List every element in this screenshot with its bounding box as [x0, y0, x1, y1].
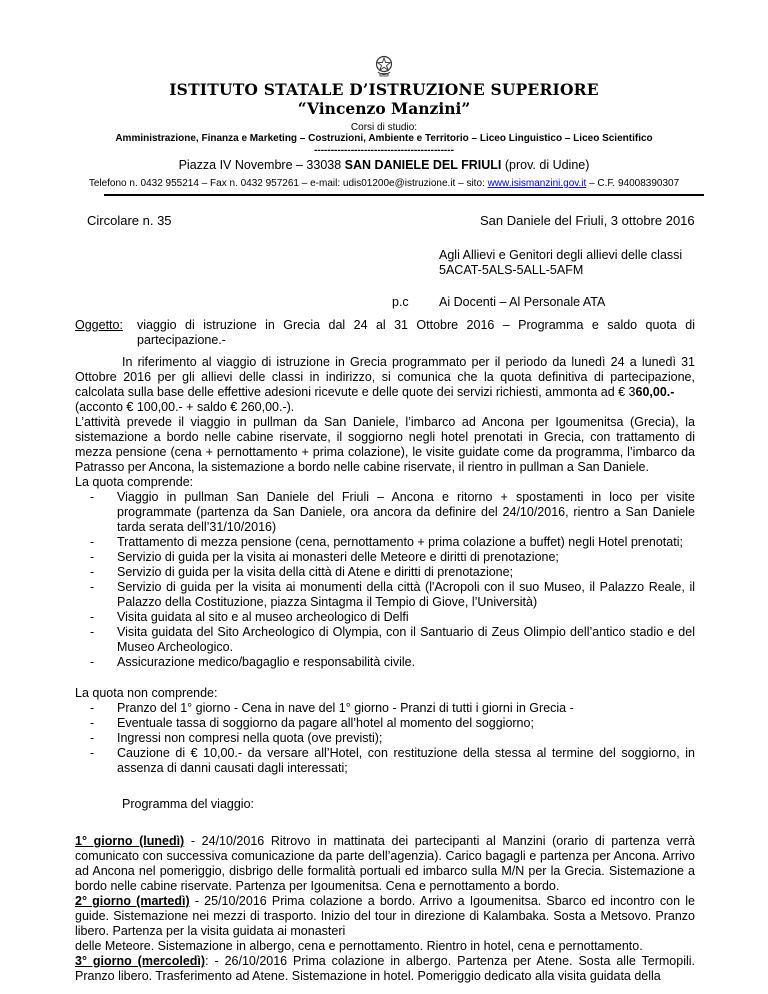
list-item: - Cauzione di € 10,00.- da versare all’Hotel, con restituzione della stessa al termine del soggiorno, in assenza di danni causati dagli interessati; — [90, 746, 695, 775]
pc-recipients: Ai Docenti – Al Personale ATA — [439, 295, 606, 309]
excluded-list — [75, 701, 695, 776]
included-list — [75, 490, 695, 670]
list-item: - Servizio di guida per la visita ai monasteri delle Meteore e diritti di prenotazione; — [90, 550, 559, 564]
subject-label: Oggetto: — [75, 318, 123, 332]
school-name: ISTITUTO STATALE D’ISTRUZIONE SUPERIORE — [169, 80, 599, 99]
subject-line2: partecipazione.- — [137, 333, 226, 347]
address-city: SAN DANIELE DEL FRIULI — [344, 158, 502, 172]
excluded-title: La quota non comprende: — [75, 686, 218, 700]
list-item: - Servizio di guida per la visita ai monumenti della città (l'Acropoli con il suo Museo, il Palazzo Reale, il Palazzo della Costituzione, piazza Sintagma il Tempio di Giove, l’Università) — [90, 580, 695, 609]
list-item: - Pranzo del 1° giorno - Cena in nave del 1° giorno - Pranzi di tutti i giorni in Grecia - — [90, 701, 574, 715]
program-day2 — [75, 894, 695, 939]
pc-label: p.c — [392, 295, 409, 309]
address — [0, 158, 768, 172]
contacts-text: Telefono n. 0432 955214 – Fax n. 0432 957261 – e-mail: udis01200e@istruzione.it – sito: — [88, 178, 488, 189]
contacts — [0, 178, 768, 189]
day2-label: 2° giorno (martedì) — [75, 894, 190, 908]
list-item: - Servizio di guida per la visita della città di Atene e diritti di prenotazione; — [90, 565, 514, 579]
courses-label: Corsi di studio: — [350, 122, 418, 133]
recipients-line1: Agli Allievi e Genitori degli allievi delle classi — [439, 248, 683, 262]
program-day1 — [75, 834, 695, 894]
intro-line1: In riferimento al viaggio di istruzione in Grecia programmato per il periodo da lunedì 24 a lunedì 31 — [122, 355, 695, 369]
list-item: - Trattamento di mezza pensione (cena, pernottamento + prima colazione a buffet) negli Hotel prenotati; — [90, 535, 683, 549]
address-street: Piazza IV Novembre – 33038 — [178, 158, 345, 172]
day3-text: : - 26/10/2016 Prima colazione in albergo. Partenza per Atene. Sosta alle Termopili. Pranzo libero. Trasferimento ad Atene. Sistemazione in hotel. Pomeriggio dedicato alla visita guidata della — [75, 954, 695, 983]
address-province: (prov. di Udine) — [501, 158, 590, 172]
program-title: Programma del viaggio: — [122, 797, 255, 811]
day2-text: - 25/10/2016 Prima colazione a bordo. Arrivo a Igoumenitsa. Sbarco ed incontro con le guide. Sistemazione nei mezzi di trasporto. Inizio del tour in direzione di Kalambaka. Sosta a Metsovo. Pranzo libero. Partenza per la visita guidata ai monasteri — [75, 894, 695, 938]
intro-line3 — [75, 385, 695, 400]
included-title: La quota comprende: — [75, 475, 194, 489]
recipients-line2: 5ACAT-5ALS-5ALL-5AFM — [439, 263, 584, 277]
list-item: - Visita guidata al sito e al museo archeologico di Delfi — [90, 610, 409, 624]
header-separator: ------------------------------------------ — [314, 145, 454, 156]
program-day3 — [75, 954, 695, 984]
list-item: - Ingressi non compresi nella quota (ove previsti); — [90, 731, 383, 745]
intro-line2: Ottobre 2016 per gli allievi delle classi in indirizzo, si comunica che la quota definitiva di partecipazione, — [75, 370, 695, 384]
website-link[interactable]: www.isismanzini.gov.it — [487, 178, 587, 189]
activity-description: L’attività prevede il viaggio in pullman da San Daniele, l’imbarco ad Ancona per Igoumenitsa (Grecia), la sistemazione a bordo nelle cabine riservate, il soggiorno negli hotel prenotati in Grecia, con trattamento di mezza pensione (cena + pernottamento + prima colazione), le visite guidate come da programma, l’imbarco da Patrasso per Ancona, la sistemazione a bordo nelle cabine riservate, il rientro in pullman a San Daniele. — [75, 415, 695, 474]
tax-code: – C.F. 94008390307 — [586, 178, 680, 189]
circolare-number: Circolare n. 35 — [87, 213, 172, 228]
list-item: - Assicurazione medico/bagaglio e responsabilità civile. — [90, 655, 416, 669]
school-subname: “Vincenzo Manzini” — [297, 99, 471, 118]
intro-line4: (acconto € 100,00.- + saldo € 260,00.-). — [75, 400, 295, 414]
total-amount: 60,00.- — [635, 385, 675, 399]
intro-amount-text: calcolata sulla base delle effettive adesioni ricevute e delle quote dei servizi richiesti, ammonta ad € 3 — [75, 385, 636, 399]
day3-label: 3° giorno (mercoledì) — [75, 954, 206, 968]
header-divider — [104, 194, 704, 196]
document-date: San Daniele del Friuli, 3 ottobre 2016 — [480, 213, 695, 228]
day1-label: 1° giorno (lunedì) — [75, 834, 185, 848]
program-day2-cont: delle Meteore. Sistemazione in albergo, cena e pernottamento. Rientro in hotel, cena e pernottamento. — [75, 939, 643, 953]
letter-body — [75, 355, 695, 984]
courses-list: Amministrazione, Finanza e Marketing – Costruzioni, Ambiente e Territorio – Liceo Linguistico – Liceo Scientifico — [115, 133, 653, 144]
list-item: - Viaggio in pullman San Daniele del Friuli – Ancona e ritorno + spostamenti in loco per visite programmate (partenza da San Daniele, ora ancora da definire del 24/10/2016, rientro a San Daniele tarda serata dell’31/10/2016) — [90, 490, 695, 534]
list-item: - Eventuale tassa di soggiorno da pagare all’hotel al momento del soggiorno; — [90, 716, 534, 730]
republic-emblem-icon — [375, 55, 393, 77]
subject-line1: viaggio di istruzione in Grecia dal 24 al 31 Ottobre 2016 – Programma e saldo quota di — [137, 318, 695, 332]
day1-text: - 24/10/2016 Ritrovo in mattinata dei partecipanti al Manzini (orario di partenza verrà comunicato con successiva comunicazione da parte dell’agenzia). Carico bagagli e partenza per Ancona. Arrivo ad Ancona nel pomeriggio, disbrigo delle formalità portuali ed imbarco sulla M/N per la Grecia. Sistemazione a bordo nelle cabine riservate. Partenza per Igoumenitsa. Cena e pernottamento a bordo. — [75, 834, 695, 893]
list-item: - Visita guidata del Sito Archeologico di Olympia, con il Santuario di Zeus Olimpio dell’antico stadio e del Museo Archeologico. — [90, 625, 695, 654]
